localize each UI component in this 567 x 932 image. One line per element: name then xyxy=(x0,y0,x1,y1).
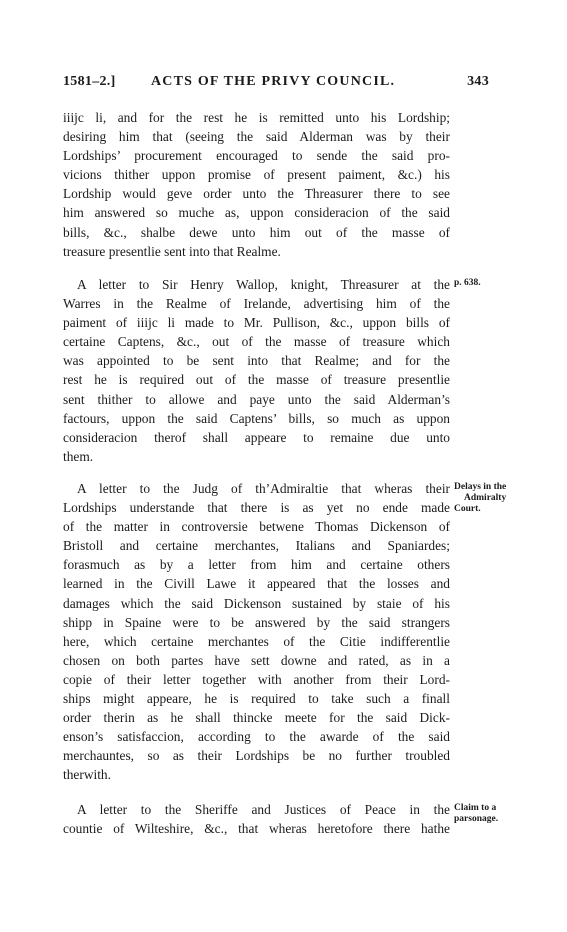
header-title: ACTS OF THE PRIVY COUNCIL. xyxy=(151,74,396,89)
text-line: Warres in the Realme of Irelande, advertising him of the xyxy=(63,296,450,312)
paragraph-letter-sheriffe xyxy=(63,800,450,838)
paragraph-letter-wallop xyxy=(63,275,450,466)
text-line: iiijc li, and for the rest he is remitted unto his Lordship; xyxy=(63,110,450,125)
header-year: 1581–2.] xyxy=(63,74,116,89)
running-head xyxy=(63,74,489,94)
margin-note-line: Court. xyxy=(454,504,481,514)
text-line: bills, &c., shalbe dewe unto him out of the masse of xyxy=(63,224,450,240)
text-line: Lordship would geve order unto the Threasurer there to see xyxy=(63,186,450,202)
text-line: treasure presentlie sent into that Realme. xyxy=(63,243,281,259)
text-line: countie of Wilteshire, &c., that wheras heretofore there hathe xyxy=(63,821,450,837)
text-line: copie of their letter together with another from their Lord- xyxy=(63,671,450,687)
margin-note-line: parsonage. xyxy=(454,814,499,824)
margin-note-parsonage xyxy=(454,803,534,825)
text-line: was appointed to be sent into that Realme; and for the xyxy=(63,353,450,369)
text-line: enson’s satisfaccion, according to the awarde of the said xyxy=(63,729,450,745)
margin-note-line: Delays in the xyxy=(454,482,507,492)
text-line: consideracion therof shall appeare to remaine due unto xyxy=(63,429,450,445)
text-line: here, which certaine merchantes of the Citie indifferentlie xyxy=(63,633,450,649)
text-line: A letter to Sir Henry Wallop, knight, Threasurer at the xyxy=(77,277,450,292)
text-line: A letter to the Judg of th’Admiraltie that wheras their xyxy=(77,481,450,496)
text-line: forasmuch as by a letter from him and certaine others xyxy=(63,557,450,573)
text-line: vicions thither uppon promise of present paiment, &c.) his xyxy=(63,167,450,183)
margin-note-line: p. 638. xyxy=(454,278,481,288)
page-number: 343 xyxy=(467,74,489,89)
paragraph-continuation xyxy=(63,108,450,261)
text-line: Lordships understande that there is as yet no ende made xyxy=(63,500,450,516)
text-line: shipp in Spaine were to be answered by the said strangers xyxy=(63,614,450,630)
text-line: sent thither to allowe and paye unto the said Alderman’s xyxy=(63,391,450,407)
text-line: factours, uppon the said Captens’ bills, so much as uppon xyxy=(63,410,450,426)
margin-note-admiralty xyxy=(454,482,534,515)
text-line: certaine Captens, &c., out of the masse of treasure which xyxy=(63,334,450,350)
margin-note-line: Claim to a xyxy=(454,803,497,813)
text-line: damages which the said Dickenson sustained by staie of his xyxy=(63,595,450,611)
text-line: Lordships’ procurement encouraged to sende the said pro- xyxy=(63,148,450,164)
text-line: learned in the Civill Lawe it appeared that the losses and xyxy=(63,576,450,592)
text-line: paiment of iiijc li made to Mr. Pullison, &c., uppon bills of xyxy=(63,315,450,331)
margin-note-page-ref xyxy=(454,278,534,289)
text-line: ships might appeare, he is required to take such a finall xyxy=(63,691,450,707)
text-line: desiring him that (seeing the said Alderman was by their xyxy=(63,129,450,145)
paragraph-letter-admiralty xyxy=(63,479,450,785)
text-line: merchauntes, so as their Lordships be no further troubled xyxy=(63,748,450,764)
text-line: therwith. xyxy=(63,767,111,783)
margin-note-line: Admiralty xyxy=(464,493,507,503)
text-line: chosen on both partes have sett downe and rated, as in a xyxy=(63,652,450,668)
text-line: him answered so muche as, uppon consideracion of the said xyxy=(63,205,450,221)
text-line: rest he is required out of the masse of treasure presentlie xyxy=(63,372,450,388)
text-line: them. xyxy=(63,448,94,464)
text-line: Bristoll and certaine merchantes, Italians and Spaniardes; xyxy=(63,538,450,554)
text-line: A letter to the Sheriffe and Justices of Peace in the xyxy=(77,802,450,817)
text-line: order therin as he shall thincke meete for the said Dick- xyxy=(63,710,450,726)
text-line: of the matter in controversie betwene Thomas Dickenson of xyxy=(63,519,450,535)
